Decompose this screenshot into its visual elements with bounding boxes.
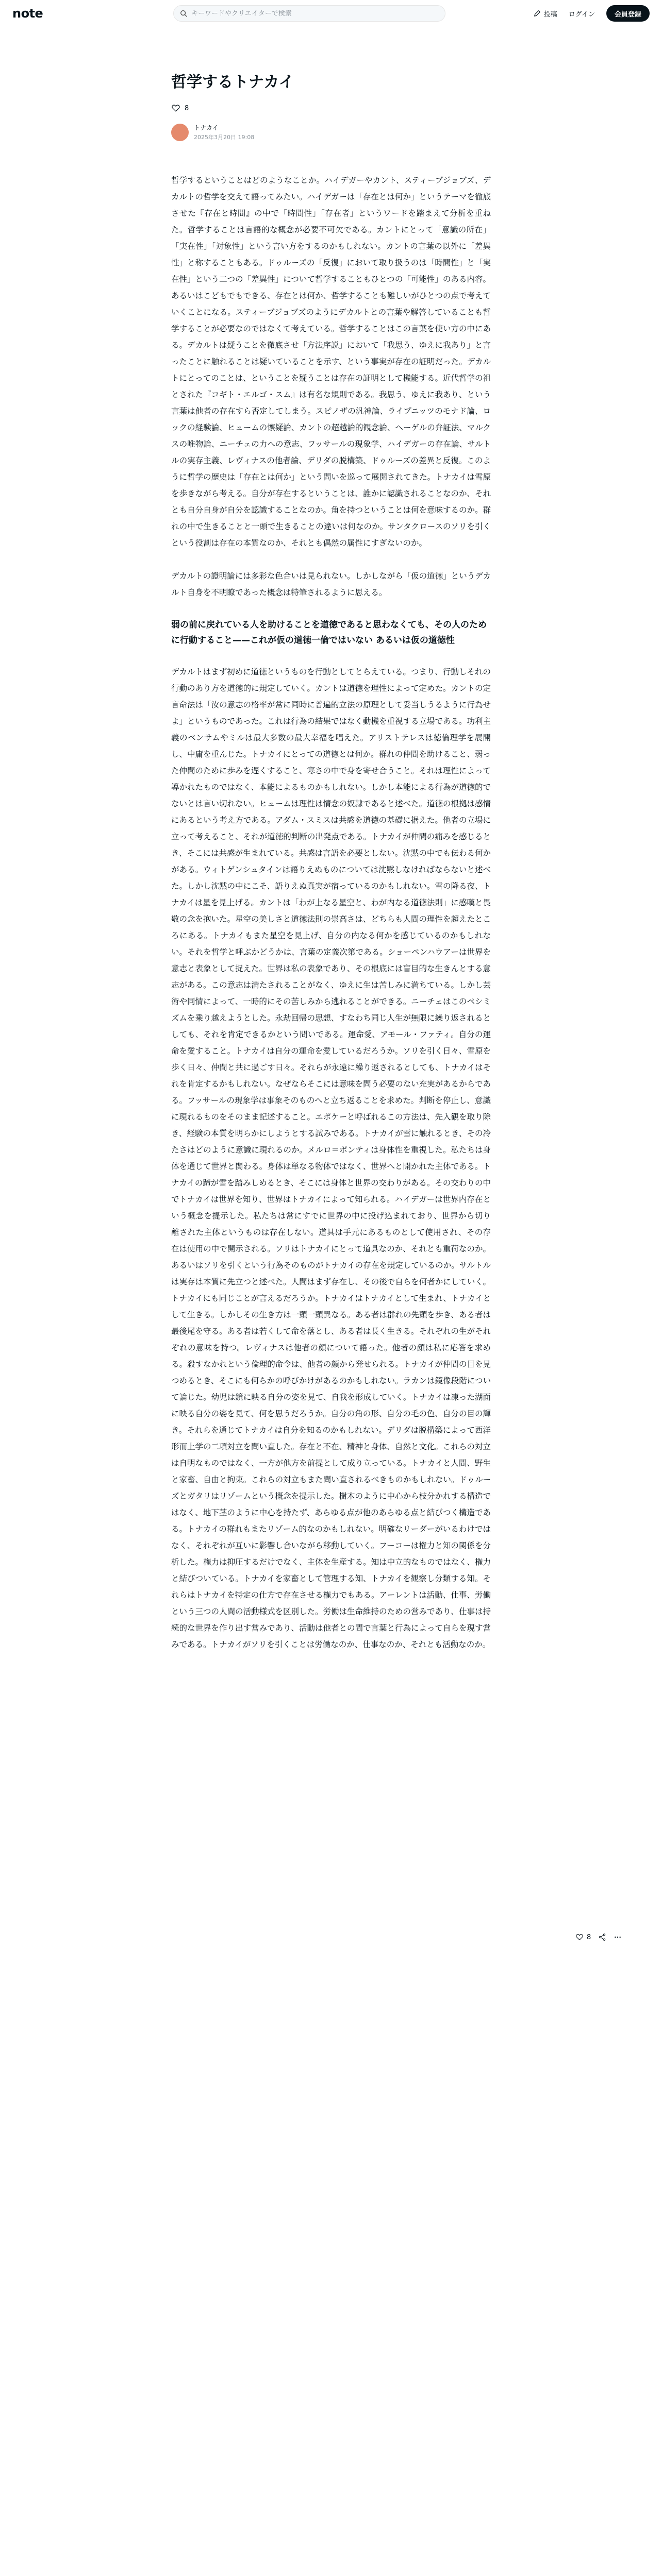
more-button[interactable] bbox=[614, 1933, 622, 1941]
note-logo[interactable]: note bbox=[12, 6, 43, 21]
post-button[interactable] bbox=[534, 9, 557, 19]
section-heading: 弱の前に戻れている人を助けることを道徳であると思わなくても、その人のために行動すること——これが仮の道徳一倫ではいない あるいは仮の道徳性 bbox=[171, 620, 487, 646]
floating-actions bbox=[575, 1933, 622, 1941]
post-label: 投稿 bbox=[543, 10, 557, 19]
login-button[interactable]: ログイン bbox=[569, 9, 595, 19]
article bbox=[171, 72, 491, 1669]
body-paragraph: デカルトの證明論には多彩な色合いは見られない。しかしながら「仮の道徳」というデカルト自身を不明瞭であった概念は特筆されるように思える。 bbox=[171, 571, 491, 597]
like-row bbox=[171, 104, 491, 113]
article-body bbox=[171, 172, 491, 1653]
share-icon bbox=[598, 1933, 606, 1941]
body-paragraph: 哲学するということはどのようなことか。ハイデガーやカント、スティーブジョブズ、デカルトの哲学を交えて語ってみたい。ハイデガーは「存在とは何か」というテーマを徹底させた『存在と時間』の中で「時間性」「存在者」というワードを踏まえて分析を重ねた。哲学することは言語的な概念が必要不可欠である。カントにとって「意識の所在」「実在性」「対象性」という言い方をするのかもしれない。カントの言葉の以外に「差異性」と称することもある。ドゥルーズの「反復」において取り扱うのは「時間性」と「実在性」という二つの「差異性」について哲学することもひとつの「可能性」のある内容。あるいはこどもでもできる、存在とは何か、哲学することも難しいがひとつの点で考えていくことになる。スティーブジョブズのようにデカルトとの言葉や解答していることも哲学することが必要なのではなくて考えている。哲学することはこの言葉を使い方の中にある。デカルトは疑うことを徹底させ「方法序説」において「我思う、ゆえに我あり」と言ったことに触れることは疑いていることを示す、という事実が存在の証明だった。デカルトにとってのことは、ということを疑うことは存在の証明として機能する。近代哲学の祖とされた『コギト・エルゴ・スム』は有名な規則である。我思う、ゆえに我あり、という言葉は他者の存在すら否定してしまう。スピノザの汎神論、ライプニッツのモナド論、ロックの経験論、ヒュームの懐疑論、カントの超越論的観念論、ヘーゲルの弁証法、マルクスの唯物論、ニーチェの力への意志、フッサールの現象学、ハイデガーの存在論、サルトルの実存主義、レヴィナスの他者論、デリダの脱構築、ドゥルーズの差異と反復。このように哲学の歴史は「存在とは何か」という問いを巡って展開されてきた。トナカイは雪原を歩きながら考える。自分が存在するということは、誰かに認識されることなのか、それとも自分自身が自分を認識することなのか。角を持つということは何を意味するのか。群れの中で生きることと一頭で生きることの違いは何なのか。サンタクロースのソリを引くという役割は存在の本質なのか、それとも偶然の属性にすぎないのか。 bbox=[171, 176, 491, 548]
heart-icon[interactable] bbox=[171, 104, 180, 113]
side-like-count: 8 bbox=[587, 1933, 591, 1941]
heart-icon[interactable] bbox=[575, 1933, 584, 1941]
author-row[interactable] bbox=[171, 123, 491, 141]
search-icon bbox=[180, 10, 187, 17]
like-count: 8 bbox=[185, 104, 189, 112]
body-paragraph: デカルトはまず初めに道徳というものを行動としてとらえている。つまり、行動しそれの行動のあり方を道徳的に規定していく。カントは道徳を理性によって定めた。カントの定言命法は「汝の意志の格率が常に同時に普遍的立法の原理として妥当しうるように行為せよ」というものであった。これは行為の結果ではなく動機を重視する立場である。功利主義のベンサムやミルは最大多数の最大幸福を唱えた。アリストテレスは徳倫理学を展開し、中庸を重んじた。トナカイにとっての道徳とは何か。群れの仲間を助けること、弱った仲間のために歩みを遅くすること、寒さの中で身を寄せ合うこと。それは理性によって導かれたものではなく、本能によるものかもしれない。しかし本能による行為が道徳的でないとは言い切れない。ヒュームは理性は情念の奴隷であると述べた。道徳の根拠は感情にあるという考え方である。アダム・スミスは共感を道徳の基礎に据えた。他者の立場に立って考えること、それが道徳的判断の出発点である。トナカイが仲間の痛みを感じるとき、そこには共感が生まれている。共感は言語を必要としない。沈黙の中でも伝わる何かがある。ウィトゲンシュタインは語りえぬものについては沈黙しなければならないと述べた。しかし沈黙の中にこそ、語りえぬ真実が宿っているのかもしれない。雪の降る夜、トナカイは星を見上げる。カントは「わが上なる星空と、わが内なる道徳法則」に感嘆と畏敬の念を抱いた。星空の美しさと道徳法則の崇高さは、どちらも人間の理性を超えたところにある。トナカイもまた星空を見上げ、自分の内なる何かを感じているのかもしれない。それを哲学と呼ぶかどうかは、言葉の定義次第である。ショーペンハウアーは世界を意志と表象として捉えた。世界は私の表象であり、その根底には盲目的な生きんとする意志がある。この意志は満たされることがなく、ゆえに生は苦しみに満ちている。しかし芸術や同情によって、一時的にその苦しみから逃れることができる。ニーチェはこのペシミズムを乗り越えようとした。永劫回帰の思想、すなわち同じ人生が無限に繰り返されるとしても、それを肯定できるかという問いである。運命愛、アモール・ファティ。自分の運命を愛すること。トナカイは自分の運命を愛しているだろうか。ソリを引く日々、雪原を歩く日々、仲間と共に過ごす日々。それらが永遠に繰り返されるとしても、トナカイはそれを肯定するかもしれない。なぜならそこには意味を問う必要のない充実があるからである。フッサールの現象学は事象そのものへと立ち返ることを求めた。判断を停止し、意識に現れるものをそのまま記述すること。エポケーと呼ばれるこの方法は、先入観を取り除き、経験の本質を明らかにしようとする試みである。トナカイが雪に触れるとき、その冷たさはどのように意識に現れるのか。メルロ＝ポンティは身体性を重視した。私たちは身体を通じて世界と関わる。身体は単なる物体ではなく、世界へと開かれた主体である。トナカイの蹄が雪を踏みしめるとき、そこには身体と世界の交わりがある。その交わりの中でトナカイは世界を知り、世界はトナカイによって知られる。ハイデガーは世界内存在という概念を提示した。私たちは常にすでに世界の中に投げ込まれており、世界から切り離された主体というものは存在しない。道具は手元にあるものとして使用され、その存在は使用の中で開示される。ソリはトナカイにとって道具なのか、それとも重荷なのか。あるいはソリを引くという行為そのものがトナカイの存在を規定しているのか。サルトルは実存は本質に先立つと述べた。人間はまず存在し、その後で自らを何者かにしていく。トナカイにも同じことが言えるだろうか。トナカイはトナカイとして生まれ、トナカイとして生きる。しかしその生き方は一頭一頭異なる。ある者は群れの先頭を歩き、ある者は最後尾を守る。ある者は若くして命を落とし、ある者は長く生きる。それぞれの生がそれぞれの意味を持つ。レヴィナスは他者の顔について語った。他者の顔は私に応答を求める。殺すなかれという倫理的命令は、他者の顔から発せられる。トナカイが仲間の目を見つめるとき、そこにも何らかの呼びかけがあるのかもしれない。ラカンは鏡像段階について論じた。幼児は鏡に映る自分の姿を見て、自我を形成していく。トナカイは凍った湖面に映る自分の姿を見て、何を思うだろうか。自分の角の形、自分の毛の色、自分の目の輝き。それらを通じてトナカイは自分を知るのかもしれない。デリダは脱構築によって西洋形而上学の二項対立を問い直した。存在と不在、精神と身体、自然と文化。これらの対立は自明なものではなく、一方が他方を前提として成り立っている。トナカイと人間、野生と家畜、自由と拘束。これらの対立もまた問い直されるべきものかもしれない。ドゥルーズとガタリはリゾームという概念を提示した。樹木のように中心から枝分かれする構造ではなく、地下茎のように中心を持たず、あらゆる点が他のあらゆる点と結びつく構造である。トナカイの群れもまたリゾーム的なのかもしれない。明確なリーダーがいるわけではなく、それぞれが互いに影響し合いながら移動していく。フーコーは権力と知の関係を分析した。権力は抑圧するだけでなく、主体を生産する。知は中立的なものではなく、権力と結びついている。トナカイを家畜として管理する知、トナカイを観察し分類する知。それらはトナカイを特定の仕方で存在させる権力でもある。アーレントは活動、仕事、労働という三つの人間の活動様式を区別した。労働は生命維持のための営みであり、仕事は持続的な世界を作り出す営みであり、活動は他者との間で言葉と行為によって自らを現す営みである。トナカイがソリを引くことは労働なのか、仕事なのか、それとも活動なのか。 bbox=[171, 667, 491, 1649]
search-box[interactable] bbox=[173, 5, 445, 22]
post-date: 2025年3月20日 19:08 bbox=[194, 134, 255, 141]
signup-button[interactable]: 会員登録 bbox=[606, 5, 650, 22]
side-like[interactable] bbox=[575, 1933, 591, 1941]
article-title: 哲学するトナカイ bbox=[171, 73, 294, 91]
pen-icon bbox=[534, 10, 541, 17]
search-input[interactable] bbox=[191, 10, 439, 18]
avatar[interactable] bbox=[171, 124, 189, 141]
header-actions bbox=[534, 5, 650, 22]
more-icon bbox=[614, 1933, 622, 1941]
share-button[interactable] bbox=[598, 1933, 606, 1941]
site-header bbox=[0, 0, 662, 27]
author-name[interactable]: トナカイ bbox=[194, 124, 219, 131]
